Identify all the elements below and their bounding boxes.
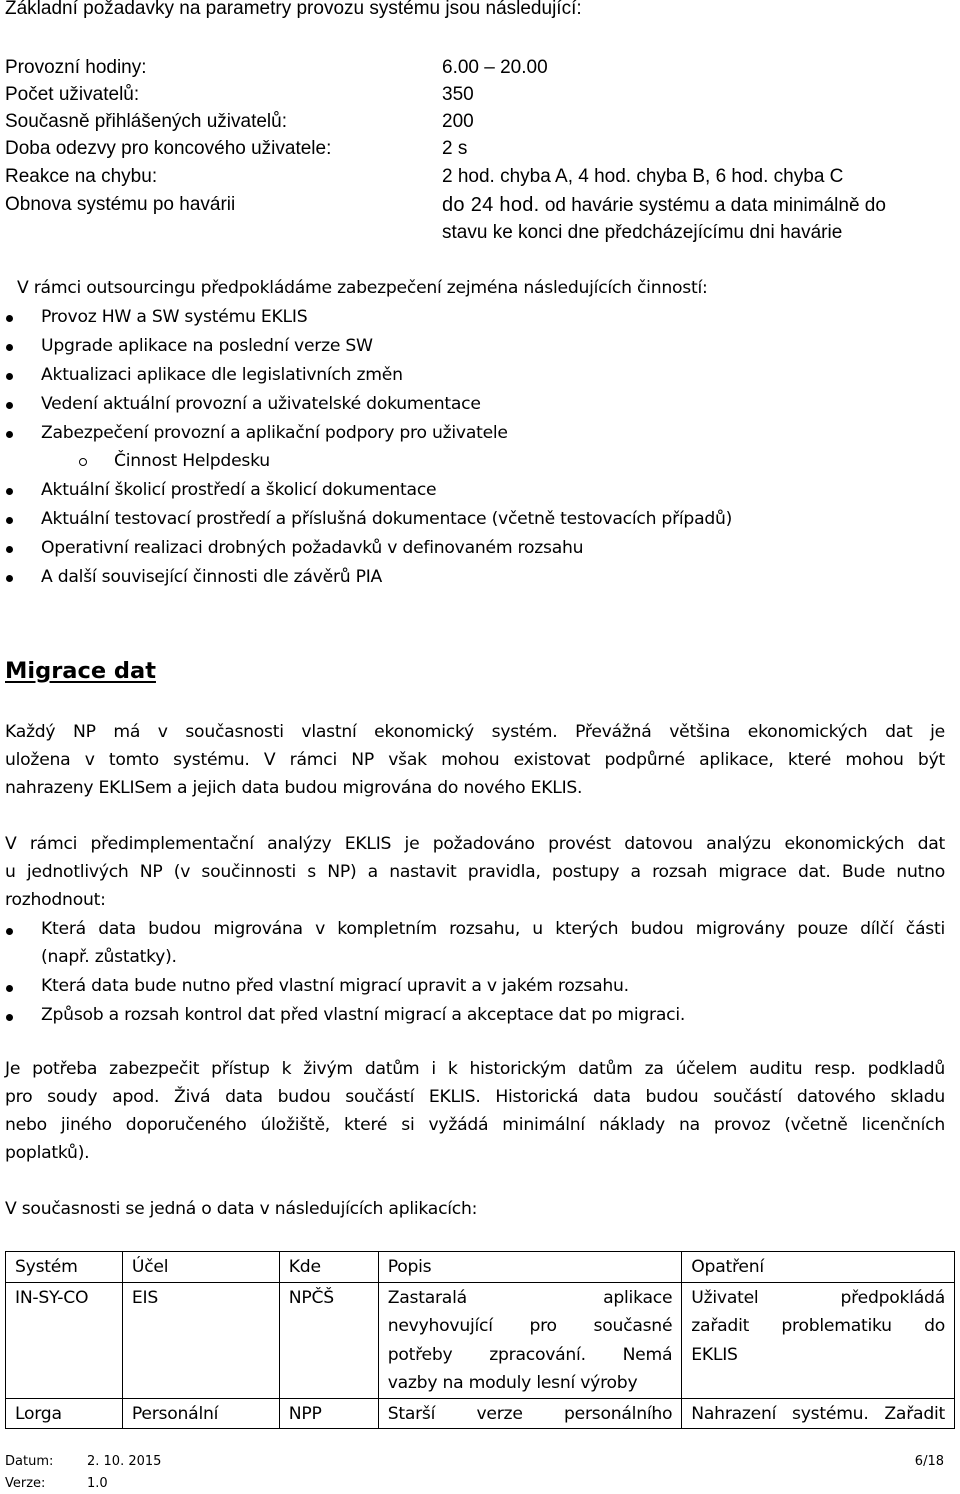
- param-label: Doba odezvy pro koncového uživatele:: [5, 138, 332, 159]
- cell-line: EKLIS: [691, 1344, 738, 1365]
- cell-line: Starší verze personálního: [387, 1403, 673, 1424]
- list-item: Aktuální testovací prostředí a příslušná dokumentace (včetně testovacích případů): [41, 509, 733, 529]
- table-cell: [682, 1398, 955, 1429]
- param-value-line2: stavu ke konci dne předcházejícímu dni havárie: [442, 222, 843, 243]
- table-cell: Lorga: [6, 1398, 123, 1429]
- paragraph-line: u jednotlivých NP (v součinnosti s NP) a nastavit pravidla, postupy a rozsah migrace dat. Bude nutno: [5, 862, 945, 882]
- table-cell: NPP: [279, 1398, 378, 1429]
- param-value: 350: [442, 84, 474, 105]
- paragraph: V současnosti se jedná o data v následujících aplikacích:: [5, 1199, 478, 1219]
- list-item: Upgrade aplikace na poslední verze SW: [41, 336, 373, 356]
- footer-version-label: Verze:: [5, 1476, 46, 1491]
- bullet-icon: [6, 546, 13, 553]
- bullet-icon: [6, 315, 13, 322]
- list-item: Aktuální školicí prostředí a školicí dokumentace: [41, 480, 437, 500]
- bullet-icon: [6, 488, 13, 495]
- table-cell: Personální: [122, 1398, 279, 1429]
- footer-version-value: 1.0: [87, 1476, 108, 1491]
- paragraph-line: rozhodnout:: [5, 890, 106, 910]
- cell-line: zařadit problematiku do: [691, 1316, 945, 1336]
- section-heading: Migrace dat: [5, 658, 156, 684]
- param-label: Obnova systému po havárii: [5, 194, 236, 215]
- list-item: A další související činnosti dle závěrů PIA: [41, 567, 383, 587]
- list-item: Zabezpečení provozní a aplikační podpory pro uživatele: [41, 423, 508, 443]
- list-item: Aktualizaci aplikace dle legislativních změn: [41, 365, 403, 385]
- bullet-icon: [6, 1014, 13, 1021]
- paragraph-line: Je potřeba zabezpečit přístup k živým datům i k historickým datům za účelem auditu resp. podkladů: [5, 1059, 945, 1079]
- list-item-cont: (např. zůstatky).: [41, 947, 177, 967]
- param-value: 6.00 – 20.00: [442, 57, 548, 78]
- table-header-cell: Účel: [122, 1252, 279, 1283]
- footer-page-number: 6/18: [914, 1454, 944, 1469]
- bullet-icon: [6, 575, 13, 582]
- cell-line: potřeby zpracování. Nemá: [387, 1344, 673, 1365]
- intro-text: Základní požadavky na parametry provozu systému jsou následující:: [5, 0, 582, 19]
- bullet-icon: [6, 985, 13, 992]
- paragraph-line: poplatků).: [5, 1143, 90, 1163]
- bullet-icon: [6, 402, 13, 409]
- table-cell: [378, 1282, 682, 1398]
- cell-line: nevyhovující pro současné: [387, 1316, 673, 1336]
- cell-line: Uživatel předpokládá: [691, 1287, 945, 1308]
- param-value-rest: od havárie systému a data minimálně do: [544, 195, 886, 216]
- bullet-icon: [6, 928, 13, 935]
- table-header-cell: Opatření: [682, 1252, 955, 1283]
- bullet-icon: [6, 431, 13, 438]
- table-cell: [682, 1282, 955, 1398]
- list-item: Která data budou migrována v kompletním rozsahu, u kterých budou migrovány pouze dílčí části: [41, 919, 945, 939]
- paragraph-line: nahrazeny EKLISem a jejich data budou migrována do nového EKLIS.: [5, 778, 583, 798]
- param-value-lead: do 24 hod.: [442, 194, 540, 216]
- list-item: Provoz HW a SW systému EKLIS: [41, 307, 308, 327]
- table-header-cell: Kde: [279, 1252, 378, 1283]
- paragraph-line: Každý NP má v současnosti vlastní ekonomický systém. Převážná většina ekonomických dat je: [5, 722, 945, 742]
- table-row: [6, 1282, 955, 1398]
- list-item: Operativní realizaci drobných požadavků v definovaném rozsahu: [41, 538, 584, 558]
- footer-date-value: 2. 10. 2015: [87, 1454, 162, 1469]
- cell-line: Zastaralá aplikace: [387, 1287, 673, 1308]
- param-value: 2 s: [442, 138, 468, 159]
- param-label: Současně přihlášených uživatelů:: [5, 111, 288, 132]
- cell-line: vazby na moduly lesní výroby: [387, 1373, 638, 1393]
- table-cell: NPČŠ: [279, 1282, 378, 1398]
- table-cell: EIS: [122, 1282, 279, 1398]
- bullet-icon: [6, 517, 13, 524]
- footer-date-label: Datum:: [5, 1454, 54, 1469]
- circle-bullet-icon: [79, 458, 87, 466]
- param-value: 2 hod. chyba A, 4 hod. chyba B, 6 hod. chyba C: [442, 166, 844, 187]
- list-item: Vedení aktuální provozní a uživatelské dokumentace: [41, 394, 481, 414]
- param-value: [442, 191, 886, 220]
- table-cell: IN-SY-CO: [6, 1282, 123, 1398]
- table-row: [6, 1398, 955, 1429]
- paragraph-line: V rámci předimplementační analýzy EKLIS je požadováno provést datovou analýzu ekonomických dat: [5, 834, 945, 854]
- paragraph-line: nebo jiného doporučeného úložiště, které si vyžádá minimální náklady na provoz (včetně licenčních: [5, 1115, 945, 1135]
- param-value: 200: [442, 111, 474, 132]
- bullet-icon: [6, 373, 13, 380]
- paragraph-line: uložena v tomto systému. V rámci NP však mohou existovat podpůrné aplikace, které mohou být: [5, 750, 945, 770]
- param-label: Počet uživatelů:: [5, 84, 140, 105]
- cell-line: Nahrazení systému. Zařadit: [691, 1403, 945, 1424]
- outsourcing-heading: V rámci outsourcingu předpokládáme zabezpečení zejména následujících činností:: [17, 278, 708, 298]
- paragraph-line: pro soudy apod. Živá data budou součástí EKLIS. Historická data budou součástí datového skladu: [5, 1087, 945, 1107]
- param-label: Reakce na chybu:: [5, 166, 158, 187]
- table-header-cell: Popis: [378, 1252, 682, 1283]
- bullet-icon: [6, 344, 13, 351]
- table-header-cell: Systém: [6, 1252, 123, 1283]
- table-header-row: [6, 1252, 955, 1283]
- list-item: Způsob a rozsah kontrol dat před vlastní migrací a akceptace dat po migraci.: [41, 1005, 686, 1025]
- table-cell: [378, 1398, 682, 1429]
- list-item: Která data bude nutno před vlastní migrací upravit a v jakém rozsahu.: [41, 976, 629, 996]
- sub-list-item: Činnost Helpdesku: [114, 451, 270, 471]
- applications-table: [5, 1251, 955, 1429]
- param-label: Provozní hodiny:: [5, 57, 147, 78]
